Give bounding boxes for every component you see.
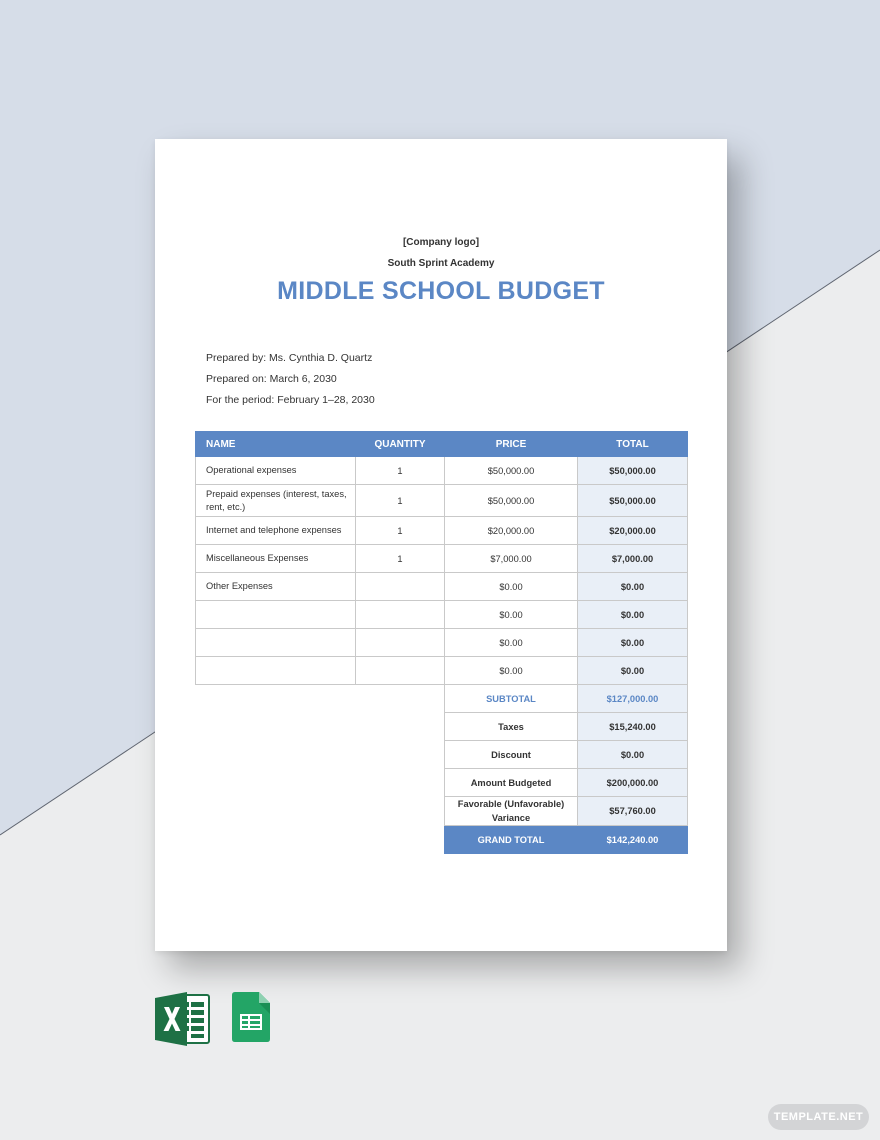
amount-budgeted-row <box>196 769 688 797</box>
column-header-total: TOTAL <box>578 432 688 457</box>
cell-total: $50,000.00 <box>578 485 688 517</box>
cell-price: $0.00 <box>445 573 578 601</box>
school-name: South Sprint Academy <box>387 258 495 269</box>
cell-price: $0.00 <box>445 657 578 685</box>
cell-quantity: 1 <box>356 485 445 517</box>
grand-total-row <box>196 826 688 854</box>
amount-budgeted-value: $200,000.00 <box>578 769 688 797</box>
cell-quantity <box>356 629 445 657</box>
cell-total: $50,000.00 <box>578 457 688 485</box>
cell-name <box>196 657 356 685</box>
cell-name: Prepaid expenses (interest, taxes, rent, etc.) <box>196 485 356 517</box>
cell-total: $7,000.00 <box>578 545 688 573</box>
table-row <box>196 517 688 545</box>
table-header-row <box>196 432 688 457</box>
cell-name: Operational expenses <box>196 457 356 485</box>
cell-name: Other Expenses <box>196 573 356 601</box>
table-row <box>196 629 688 657</box>
cell-price: $0.00 <box>445 601 578 629</box>
cell-name: Internet and telephone expenses <box>196 517 356 545</box>
cell-price: $7,000.00 <box>445 545 578 573</box>
cell-name: Miscellaneous Expenses <box>196 545 356 573</box>
cell-name <box>196 629 356 657</box>
table-row <box>196 657 688 685</box>
amount-budgeted-label: Amount Budgeted <box>445 769 578 797</box>
cell-total: $0.00 <box>578 601 688 629</box>
table-row <box>196 601 688 629</box>
document-title: MIDDLE SCHOOL BUDGET <box>277 277 605 305</box>
table-row <box>196 485 688 517</box>
cell-quantity: 1 <box>356 545 445 573</box>
cell-name <box>196 601 356 629</box>
cell-price: $0.00 <box>445 629 578 657</box>
taxes-row <box>196 713 688 741</box>
table-row <box>196 545 688 573</box>
cell-quantity: 1 <box>356 457 445 485</box>
prepared-by: Prepared by: Ms. Cynthia D. Quartz <box>206 352 373 364</box>
discount-label: Discount <box>445 741 578 769</box>
table-row <box>196 573 688 601</box>
taxes-value: $15,240.00 <box>578 713 688 741</box>
variance-row <box>196 797 688 826</box>
subtotal-value: $127,000.00 <box>578 685 688 713</box>
discount-value: $0.00 <box>578 741 688 769</box>
subtotal-row <box>196 685 688 713</box>
discount-row <box>196 741 688 769</box>
cell-price: $20,000.00 <box>445 517 578 545</box>
cell-total: $0.00 <box>578 657 688 685</box>
subtotal-label: SUBTOTAL <box>445 685 578 713</box>
prepared-on: Prepared on: March 6, 2030 <box>206 373 337 385</box>
column-header-price: PRICE <box>445 432 578 457</box>
cell-quantity <box>356 657 445 685</box>
excel-icon[interactable] <box>155 992 211 1046</box>
cell-quantity <box>356 601 445 629</box>
company-logo-placeholder: [Company logo] <box>402 237 480 248</box>
cell-price: $50,000.00 <box>445 485 578 517</box>
cell-price: $50,000.00 <box>445 457 578 485</box>
cell-total: $0.00 <box>578 629 688 657</box>
budget-document <box>155 139 727 951</box>
column-header-name: NAME <box>196 432 356 457</box>
variance-value: $57,760.00 <box>578 797 688 826</box>
cell-total: $0.00 <box>578 573 688 601</box>
grand-total-value: $142,240.00 <box>578 826 688 854</box>
taxes-label: Taxes <box>445 713 578 741</box>
cell-quantity <box>356 573 445 601</box>
budget-table <box>195 431 688 854</box>
table-row <box>196 457 688 485</box>
cell-quantity: 1 <box>356 517 445 545</box>
variance-label: Favorable (Unfavorable) Variance <box>445 797 578 826</box>
template-net-watermark: TEMPLATE.NET <box>768 1104 869 1130</box>
google-sheets-icon[interactable] <box>232 992 270 1042</box>
grand-total-label: GRAND TOTAL <box>445 826 578 854</box>
column-header-quantity: QUANTITY <box>356 432 445 457</box>
cell-total: $20,000.00 <box>578 517 688 545</box>
budget-period: For the period: February 1–28, 2030 <box>206 394 375 406</box>
